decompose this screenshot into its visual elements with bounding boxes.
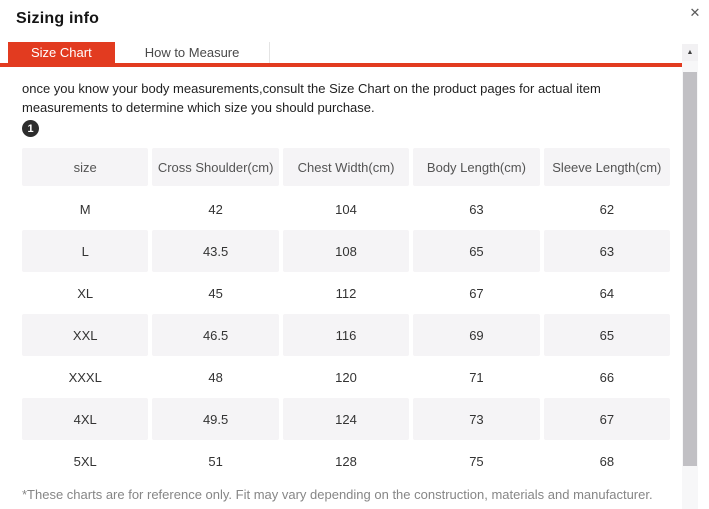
- table-row: [22, 398, 670, 440]
- cell-value: 51: [208, 453, 223, 469]
- column-header-sleeve-length: Sleeve Length(cm): [544, 148, 670, 186]
- cell-size: M: [79, 201, 91, 217]
- close-icon[interactable]: ✕: [689, 5, 701, 20]
- cell-size: XL: [77, 285, 94, 301]
- cell-value: 128: [335, 453, 357, 469]
- cell-value: 48: [208, 369, 223, 385]
- scrollbar-thumb[interactable]: [683, 72, 697, 466]
- table-row: [22, 188, 670, 230]
- cell-value: 46.5: [152, 314, 278, 356]
- column-header-body-length: Body Length(cm): [413, 148, 539, 186]
- cell-size: XXXL: [68, 369, 102, 385]
- size-chart-table: [22, 148, 670, 482]
- cell-value: 71: [469, 369, 484, 385]
- cell-value: 108: [283, 230, 409, 272]
- reference-disclaimer: *These charts are for reference only. Fit may vary depending on the construction, materials and manufacturer.: [22, 487, 653, 502]
- cell-value: 45: [208, 285, 223, 301]
- cell-value: 69: [413, 314, 539, 356]
- column-header-cross-shoulder: Cross Shoulder(cm): [152, 148, 278, 186]
- column-header-chest-width: Chest Width(cm): [283, 148, 409, 186]
- cell-value: 42: [208, 201, 223, 217]
- scroll-up-arrow-icon[interactable]: ▲: [682, 44, 698, 61]
- tab-how-to-measure[interactable]: How to Measure: [115, 42, 271, 63]
- cell-value: 120: [335, 369, 357, 385]
- cell-size: 5XL: [73, 453, 97, 469]
- cell-value: 65: [413, 230, 539, 272]
- cell-value: 62: [599, 201, 615, 217]
- table-row: [22, 314, 670, 356]
- column-header-size: size: [22, 148, 148, 186]
- cell-value: 43.5: [152, 230, 278, 272]
- cell-value: 63: [544, 230, 670, 272]
- page-title: Sizing info: [16, 10, 100, 27]
- cell-value: 112: [335, 285, 357, 301]
- table-row: [22, 356, 670, 398]
- cell-value: 116: [283, 314, 409, 356]
- sizing-description: once you know your body measurements,consult the Size Chart on the product pages for actual item measurements to determine which size you should purchase.: [22, 81, 601, 115]
- table-row: [22, 440, 670, 482]
- cell-value: 67: [544, 398, 670, 440]
- cell-value: 68: [599, 453, 615, 469]
- cell-value: 63: [469, 201, 484, 217]
- cell-value: 67: [469, 285, 484, 301]
- cell-size: XXL: [22, 314, 148, 356]
- cell-value: 73: [413, 398, 539, 440]
- size-chart-panel: [22, 79, 670, 504]
- step-1-badge: 1: [22, 120, 39, 137]
- table-header-row: [22, 148, 670, 186]
- tab-bar: [0, 42, 682, 67]
- cell-value: 124: [283, 398, 409, 440]
- cell-value: 75: [469, 453, 484, 469]
- tab-size-chart[interactable]: Size Chart: [8, 42, 115, 63]
- cell-value: 104: [335, 201, 357, 217]
- cell-value: 49.5: [152, 398, 278, 440]
- vertical-scrollbar[interactable]: [682, 44, 698, 509]
- cell-value: 64: [599, 285, 615, 301]
- table-row: [22, 230, 670, 272]
- cell-value: 65: [544, 314, 670, 356]
- cell-size: 4XL: [22, 398, 148, 440]
- cell-size: L: [22, 230, 148, 272]
- cell-value: 66: [599, 369, 615, 385]
- table-row: [22, 272, 670, 314]
